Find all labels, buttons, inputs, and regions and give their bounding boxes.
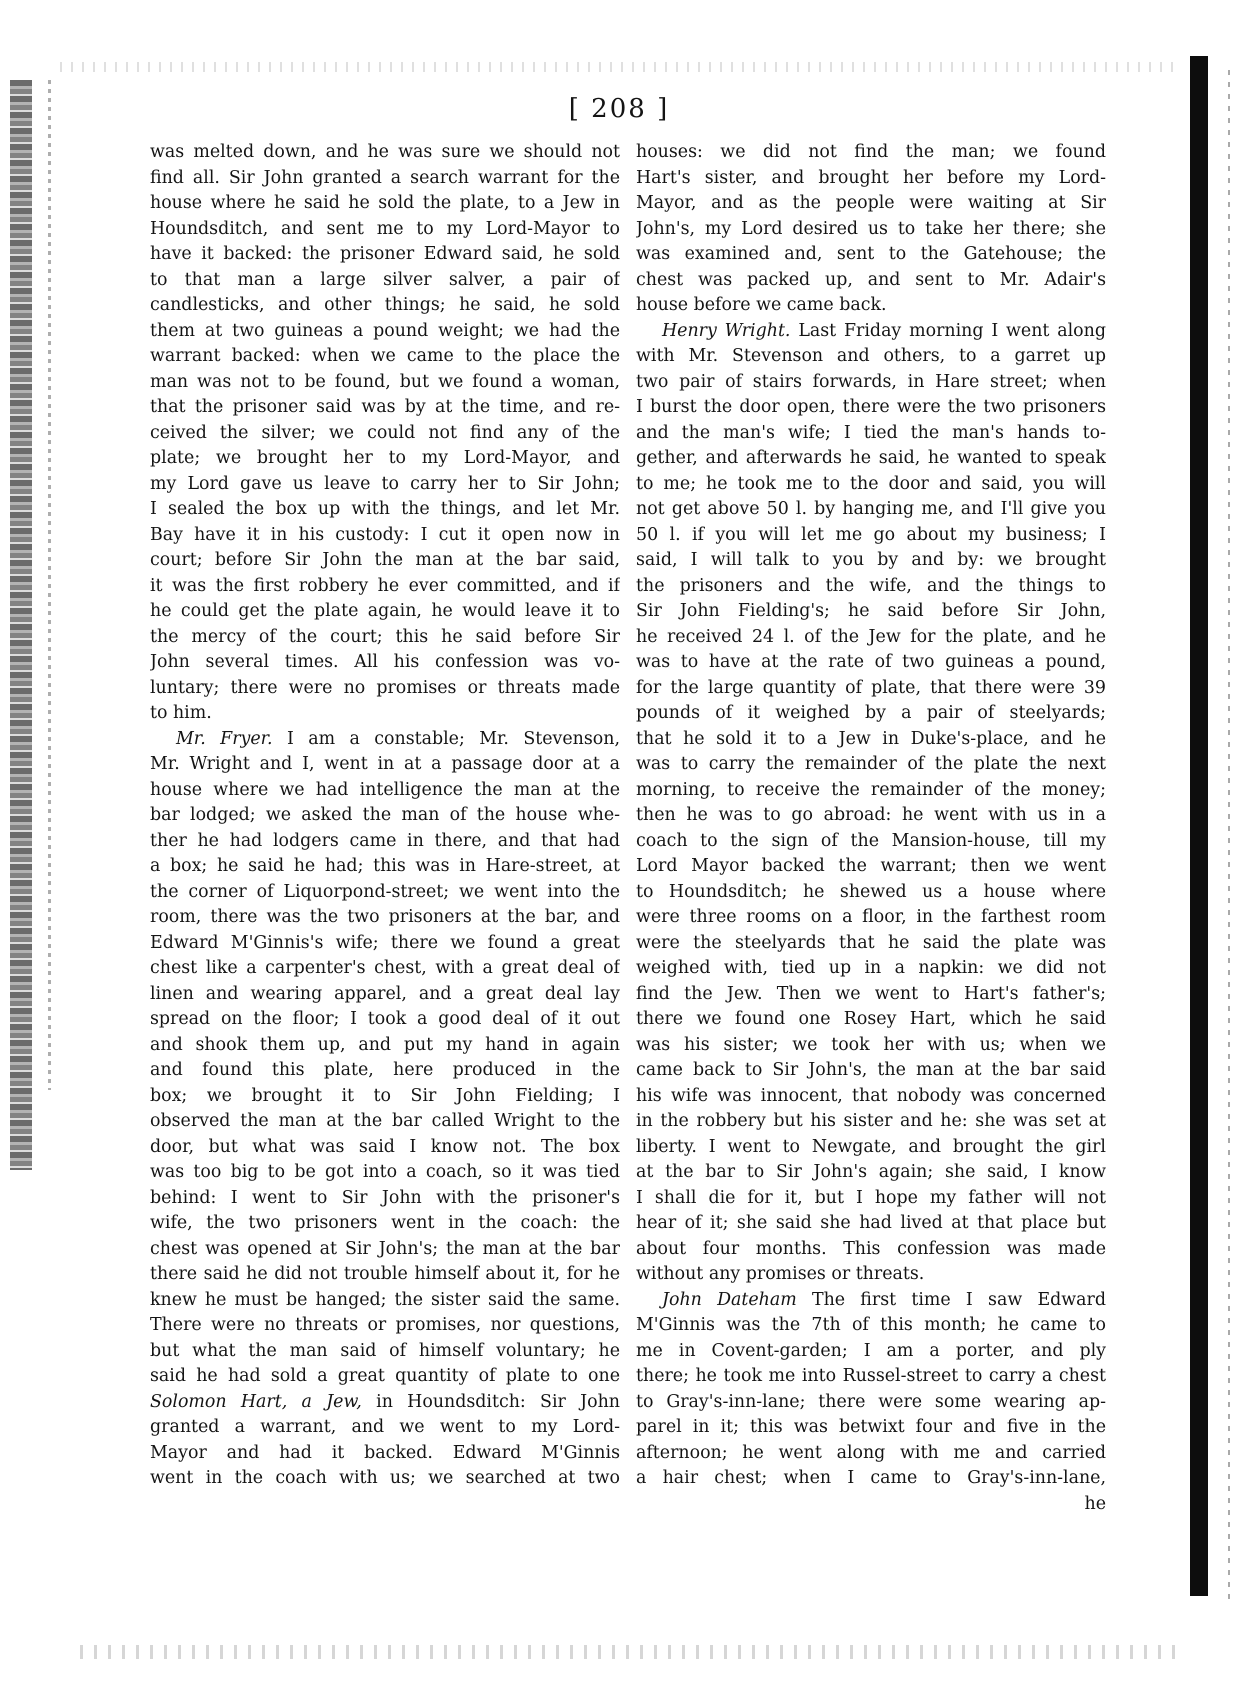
text-line bbox=[636, 803, 1106, 829]
line-text: afternoon; he went along with me and carried bbox=[636, 1442, 1106, 1463]
line-text: morning, to receive the remainder of the money; bbox=[636, 779, 1106, 800]
text-line bbox=[150, 191, 620, 217]
line-text: knew he must be hanged; the sister said the same. bbox=[150, 1289, 620, 1310]
text-line bbox=[150, 548, 620, 574]
line-text: to Gray's-inn-lane; there were some wearing ap- bbox=[636, 1391, 1106, 1412]
line-text: Bay have it in his custody: I cut it open now in bbox=[150, 524, 620, 545]
line-text: and the man's wife; I tied the man's hands to- bbox=[636, 422, 1106, 443]
line-text: weighed with, tied up in a napkin: we did not bbox=[636, 958, 1106, 978]
line-text: went in the coach with us; we searched at two bbox=[150, 1468, 620, 1488]
text-line bbox=[150, 1160, 620, 1186]
line-text: the mercy of the court; this he said before Sir bbox=[150, 626, 620, 647]
line-text: bar lodged; we asked the man of the house whe- bbox=[150, 805, 620, 825]
line-text: house where he said he sold the plate, to a Jew in bbox=[150, 193, 620, 213]
text-line bbox=[636, 497, 1106, 523]
line-text: Mayor, and as the people were waiting at Sir bbox=[636, 193, 1106, 213]
text-line bbox=[150, 523, 620, 549]
line-text: there we found one Rosey Hart, which he said bbox=[636, 1009, 1106, 1029]
line-text: liberty. I went to Newgate, and brought the girl bbox=[636, 1136, 1106, 1157]
text-line bbox=[150, 166, 620, 192]
text-line bbox=[636, 191, 1106, 217]
line-text: ceived the silver; we could not find any of the bbox=[150, 422, 620, 443]
text-line bbox=[636, 1237, 1106, 1263]
line-text: Edward M'Ginnis's wife; there we found a great bbox=[150, 932, 620, 953]
text-line bbox=[636, 1033, 1106, 1059]
line-text: granted a warrant, and we went to my Lord- bbox=[150, 1417, 620, 1437]
line-text: man was not to be found, but we found a woman, bbox=[150, 371, 620, 392]
text-line bbox=[636, 1084, 1106, 1110]
speaker-name: Solomon Hart, a Jew, bbox=[150, 1391, 362, 1412]
line-text: were the steelyards that he said the plate was bbox=[636, 932, 1106, 953]
line-text: were three rooms on a floor, in the farthest room bbox=[636, 907, 1106, 927]
text-line bbox=[150, 1084, 620, 1110]
scan-edge-right bbox=[1190, 56, 1208, 1596]
line-text: court; before Sir John the man at the bar said, bbox=[150, 550, 620, 570]
line-text: a hair chest; when I came to Gray's-inn-lane, bbox=[636, 1468, 1106, 1488]
line-text: room, there was the two prisoners at the bar, and bbox=[150, 907, 620, 927]
line-text: Houndsditch, and sent me to my Lord-Mayor to bbox=[150, 218, 620, 239]
speaker-name: Henry Wright. bbox=[662, 320, 791, 341]
text-line bbox=[150, 625, 620, 651]
line-text: Mr. Wright and I, went in at a passage door at a bbox=[150, 754, 620, 774]
line-text: two pair of stairs forwards, in Hare street; when bbox=[636, 371, 1106, 392]
text-line bbox=[150, 931, 620, 957]
line-text: I burst the door open, there were the two prisoners bbox=[636, 397, 1106, 417]
text-line bbox=[150, 293, 620, 319]
text-line bbox=[636, 472, 1106, 498]
line-text: the prisoners and the wife, and the things to bbox=[636, 575, 1106, 596]
line-text: hear of it; she said she had lived at that place but bbox=[636, 1213, 1106, 1233]
scan-edge-right-marks bbox=[1228, 70, 1230, 1600]
line-text: chest like a carpenter's chest, with a great deal of bbox=[150, 958, 620, 978]
text-line bbox=[150, 242, 620, 268]
text-line bbox=[636, 701, 1106, 727]
line-text: Hart's sister, and brought her before my Lord- bbox=[636, 167, 1106, 188]
text-line bbox=[150, 880, 620, 906]
line-text: a box; he said he had; this was in Hare-street, at bbox=[150, 856, 620, 876]
text-line bbox=[150, 1186, 620, 1212]
page-number: [ 208 ] bbox=[568, 94, 670, 124]
text-line bbox=[636, 446, 1106, 472]
line-text: house where we had intelligence the man at the bbox=[150, 779, 620, 800]
line-text: chest was opened at Sir John's; the man at the bar bbox=[150, 1238, 620, 1259]
text-line bbox=[150, 1339, 620, 1365]
text-line bbox=[636, 1415, 1106, 1441]
speaker-name: Mr. Fryer. bbox=[176, 728, 273, 749]
line-text: warrant backed: when we came to the place the bbox=[150, 346, 620, 366]
text-line bbox=[150, 1364, 620, 1390]
text-line bbox=[150, 1135, 620, 1161]
line-text: John's, my Lord desired us to take her there; she bbox=[636, 218, 1106, 239]
text-line bbox=[636, 548, 1106, 574]
text-line bbox=[636, 217, 1106, 243]
text-line bbox=[636, 1186, 1106, 1212]
line-text: ther he had lodgers came in there, and that had bbox=[150, 830, 620, 851]
speaker-name: John Dateham bbox=[662, 1289, 797, 1310]
line-text: chest was packed up, and sent to Mr. Adair's bbox=[636, 269, 1106, 290]
text-line bbox=[150, 1033, 620, 1059]
line-text: was melted down, and he was sure we should not bbox=[150, 142, 620, 162]
text-line bbox=[636, 931, 1106, 957]
line-text: Sir John Fielding's; he said before Sir John, bbox=[636, 601, 1106, 621]
line-text: luntary; there were no promises or threats made bbox=[150, 677, 620, 698]
line-text: he could get the plate again, he would leave it to bbox=[150, 601, 620, 621]
line-text: came back to Sir John's, the man at the bar said bbox=[636, 1060, 1106, 1080]
text-line bbox=[150, 1211, 620, 1237]
line-text: Mayor and had it backed. Edward M'Ginnis bbox=[150, 1442, 620, 1463]
text-line bbox=[150, 1262, 620, 1288]
text-line bbox=[636, 829, 1106, 855]
line-text: wife, the two prisoners went in the coach: the bbox=[150, 1213, 620, 1233]
text-line bbox=[636, 956, 1106, 982]
line-text: There were no threats or promises, nor questions, bbox=[150, 1315, 620, 1335]
text-line bbox=[150, 676, 620, 702]
scan-speckle-bottom bbox=[80, 1645, 1180, 1659]
line-text: find the Jew. Then we went to Hart's father's; bbox=[636, 983, 1106, 1004]
line-text: in Houndsditch: Sir John bbox=[361, 1391, 620, 1412]
line-text: for the large quantity of plate, that there were 39 bbox=[636, 677, 1106, 698]
line-text: about four months. This confession was made bbox=[636, 1238, 1106, 1259]
line-text: was his sister; we took her with us; when we bbox=[636, 1034, 1106, 1055]
text-line bbox=[150, 140, 620, 166]
line-text: to Houndsditch; he shewed us a house where bbox=[636, 881, 1106, 902]
line-text: that he sold it to a Jew in Duke's-place, and he bbox=[636, 728, 1106, 749]
line-text: The first time I saw Edward bbox=[796, 1289, 1106, 1310]
line-text: parel in it; this was betwixt four and five in the bbox=[636, 1417, 1106, 1437]
line-text: not get above 50 l. by hanging me, and I'll give you bbox=[636, 499, 1106, 519]
text-line bbox=[150, 1415, 620, 1441]
line-text: he received 24 l. of the Jew for the plate, and he bbox=[636, 626, 1106, 647]
line-text: candlesticks, and other things; he said, he sold bbox=[150, 295, 620, 315]
line-text: that the prisoner said was by at the time, and re- bbox=[150, 397, 620, 417]
text-line bbox=[150, 1288, 620, 1314]
line-text: find all. Sir John granted a search warrant for the bbox=[150, 167, 620, 188]
text-line bbox=[150, 446, 620, 472]
text-line bbox=[636, 370, 1106, 396]
line-text: door, but what was said I know not. The box bbox=[150, 1136, 620, 1157]
text-line bbox=[150, 1441, 620, 1467]
line-text: without any promises or threats. bbox=[636, 1264, 925, 1284]
text-line bbox=[150, 778, 620, 804]
line-text: was to have at the rate of two guineas a pound, bbox=[636, 652, 1106, 672]
text-line bbox=[636, 880, 1106, 906]
text-line bbox=[636, 599, 1106, 625]
line-text: I shall die for it, but I hope my father will not bbox=[636, 1187, 1106, 1208]
line-text: linen and wearing apparel, and a great deal lay bbox=[150, 983, 620, 1004]
text-line bbox=[150, 472, 620, 498]
text-line bbox=[150, 1313, 620, 1339]
left-column bbox=[150, 140, 620, 1492]
line-text: my Lord gave us leave to carry her to Sir John; bbox=[150, 473, 620, 494]
text-line bbox=[150, 599, 620, 625]
text-line bbox=[636, 344, 1106, 370]
line-text: with Mr. Stevenson and others, to a garret up bbox=[636, 346, 1106, 366]
line-text: gether, and afterwards he said, he wanted to speak bbox=[636, 448, 1106, 468]
text-line bbox=[150, 1237, 620, 1263]
line-text: to that man a large silver salver, a pair of bbox=[150, 269, 620, 290]
text-line bbox=[636, 1441, 1106, 1467]
text-line bbox=[636, 319, 1106, 345]
text-line bbox=[636, 905, 1106, 931]
right-column bbox=[636, 140, 1106, 1517]
line-text: observed the man at the bar called Wright to the bbox=[150, 1111, 620, 1131]
line-text: behind: I went to Sir John with the prisoner's bbox=[150, 1187, 620, 1208]
text-line bbox=[150, 370, 620, 396]
text-line bbox=[636, 1339, 1106, 1365]
text-line bbox=[150, 829, 620, 855]
text-line bbox=[636, 982, 1106, 1008]
line-text: in the robbery but his sister and he: she was set at bbox=[636, 1111, 1106, 1131]
text-line bbox=[636, 242, 1106, 268]
text-line bbox=[636, 166, 1106, 192]
line-text: there; he took me into Russel-street to carry a chest bbox=[636, 1366, 1106, 1386]
text-line bbox=[150, 752, 620, 778]
line-text: his wife was innocent, that nobody was concerned bbox=[636, 1085, 1106, 1106]
line-text: to me; he took me to the door and said, you will bbox=[636, 473, 1106, 494]
line-text: houses: we did not find the man; we found bbox=[636, 142, 1106, 162]
line-text: I am a constable; Mr. Stevenson, bbox=[272, 728, 620, 749]
text-line bbox=[150, 956, 620, 982]
text-line bbox=[150, 497, 620, 523]
line-text: at the bar to Sir John's again; she said, I know bbox=[636, 1162, 1106, 1182]
text-line bbox=[636, 1262, 1106, 1288]
text-line bbox=[636, 1364, 1106, 1390]
line-text: and shook them up, and put my hand in again bbox=[150, 1034, 620, 1055]
text-line bbox=[636, 523, 1106, 549]
text-line bbox=[150, 344, 620, 370]
text-line bbox=[150, 982, 620, 1008]
text-line bbox=[150, 650, 620, 676]
line-text: he bbox=[1084, 1493, 1106, 1514]
text-line bbox=[150, 319, 620, 345]
line-text: John several times. All his confession was vo- bbox=[150, 652, 620, 672]
line-text: said he had sold a great quantity of plate to one bbox=[150, 1366, 620, 1386]
line-text: spread on the floor; I took a good deal of it out bbox=[150, 1009, 620, 1029]
text-line bbox=[636, 778, 1106, 804]
text-line bbox=[150, 1109, 620, 1135]
line-text: Lord Mayor backed the warrant; then we went bbox=[636, 856, 1106, 876]
text-line bbox=[636, 676, 1106, 702]
text-line bbox=[150, 727, 620, 753]
line-text: me in Covent-garden; I am a porter, and ply bbox=[636, 1340, 1106, 1361]
text-line bbox=[150, 854, 620, 880]
text-line bbox=[636, 752, 1106, 778]
text-line bbox=[636, 1058, 1106, 1084]
line-text: was too big to be got into a coach, so it was tied bbox=[150, 1162, 620, 1182]
text-line bbox=[636, 1135, 1106, 1161]
line-text: pounds of it weighed by a pair of steelyards; bbox=[636, 703, 1106, 723]
text-line bbox=[150, 1058, 620, 1084]
text-line bbox=[636, 1313, 1106, 1339]
text-line bbox=[636, 293, 1106, 319]
line-text: coach to the sign of the Mansion-house, till my bbox=[636, 830, 1106, 851]
text-line bbox=[636, 421, 1106, 447]
line-text: then he was to go abroad: he went with us in a bbox=[636, 805, 1106, 825]
line-text: Last Friday morning I went along bbox=[790, 320, 1106, 341]
line-text: was examined and, sent to the Gatehouse; the bbox=[636, 244, 1106, 264]
line-text: M'Ginnis was the 7th of this month; he came to bbox=[636, 1315, 1106, 1335]
text-line bbox=[636, 268, 1106, 294]
scan-edge-left bbox=[10, 80, 32, 1170]
text-line bbox=[150, 1007, 620, 1033]
text-line bbox=[150, 701, 620, 727]
text-line bbox=[636, 395, 1106, 421]
text-line bbox=[150, 1466, 620, 1492]
text-line bbox=[150, 217, 620, 243]
text-line bbox=[150, 803, 620, 829]
text-line bbox=[636, 574, 1106, 600]
text-line bbox=[636, 854, 1106, 880]
text-line bbox=[150, 268, 620, 294]
text-line bbox=[636, 1492, 1106, 1518]
text-line bbox=[636, 1390, 1106, 1416]
line-text: the corner of Liquorpond-street; we went into the bbox=[150, 881, 620, 902]
text-line bbox=[636, 1109, 1106, 1135]
line-text: there said he did not trouble himself about it, for he bbox=[150, 1264, 620, 1284]
text-line bbox=[636, 1466, 1106, 1492]
line-text: was to carry the remainder of the plate the next bbox=[636, 754, 1106, 774]
scan-speckle-top bbox=[60, 62, 1180, 72]
text-line bbox=[150, 1390, 620, 1416]
line-text: it was the first robbery he ever committed, and if bbox=[150, 575, 620, 596]
text-line bbox=[636, 1007, 1106, 1033]
line-text: house before we came back. bbox=[636, 295, 887, 315]
line-text: them at two guineas a pound weight; we had the bbox=[150, 320, 620, 341]
line-text: to him. bbox=[150, 703, 212, 723]
text-line bbox=[636, 650, 1106, 676]
text-line bbox=[636, 1160, 1106, 1186]
line-text: 50 l. if you will let me go about my business; I bbox=[636, 524, 1106, 545]
scan-edge-left-marks bbox=[48, 80, 51, 1090]
text-line bbox=[636, 1211, 1106, 1237]
text-line bbox=[150, 421, 620, 447]
line-text: said, I will talk to you by and by: we brought bbox=[636, 550, 1106, 570]
text-line bbox=[636, 727, 1106, 753]
text-line bbox=[150, 395, 620, 421]
text-line bbox=[150, 905, 620, 931]
line-text: box; we brought it to Sir John Fielding; I bbox=[150, 1085, 620, 1106]
text-line bbox=[636, 625, 1106, 651]
text-line bbox=[636, 1288, 1106, 1314]
line-text: and found this plate, here produced in the bbox=[150, 1060, 620, 1080]
text-line bbox=[636, 140, 1106, 166]
text-line bbox=[150, 574, 620, 600]
line-text: plate; we brought her to my Lord-Mayor, and bbox=[150, 448, 620, 468]
line-text: but what the man said of himself voluntary; he bbox=[150, 1340, 620, 1361]
line-text: have it backed: the prisoner Edward said, he sold bbox=[150, 244, 620, 264]
line-text: I sealed the box up with the things, and let Mr. bbox=[150, 499, 620, 519]
